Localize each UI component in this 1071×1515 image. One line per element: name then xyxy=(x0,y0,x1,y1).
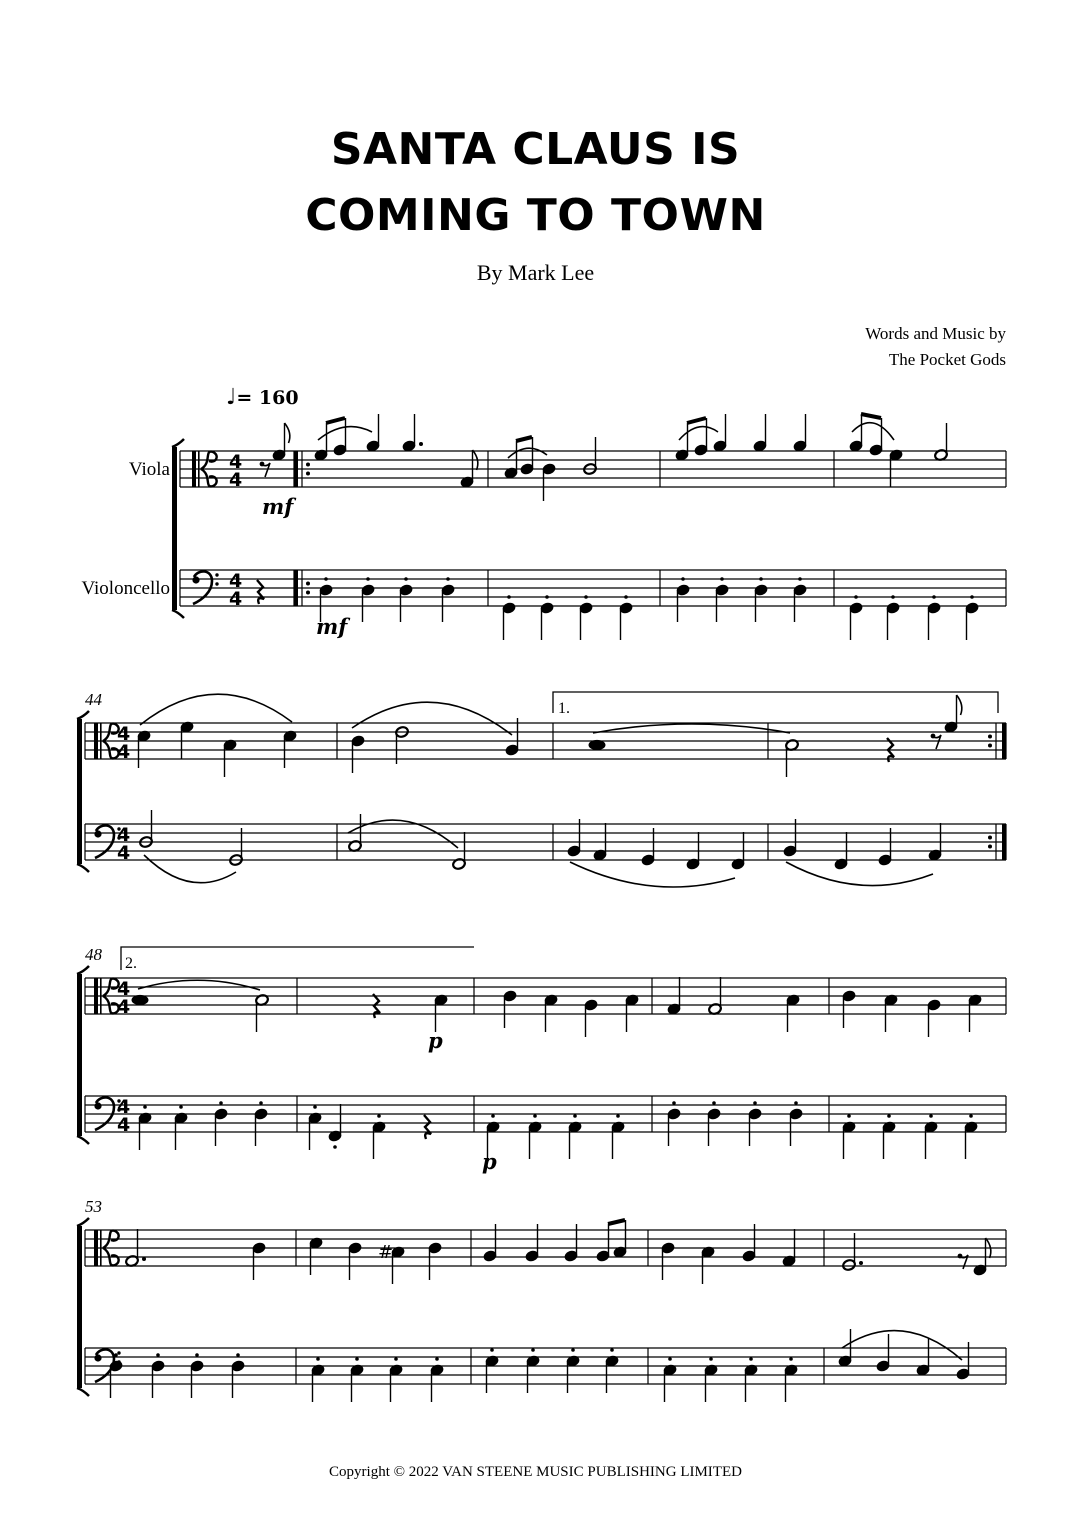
credit-line-2: The Pocket Gods xyxy=(888,350,1006,369)
note xyxy=(485,1348,499,1393)
volta-1-label: 1. xyxy=(558,700,570,717)
slur xyxy=(679,427,718,440)
marks xyxy=(121,423,998,1360)
note xyxy=(567,819,581,857)
note xyxy=(309,1237,323,1275)
repeat-dot xyxy=(988,735,992,739)
time-signature-viola xyxy=(229,451,242,491)
note xyxy=(641,828,655,866)
dynamic-p-viola: p xyxy=(428,1028,443,1053)
note xyxy=(583,437,597,475)
note xyxy=(849,414,863,452)
note xyxy=(876,1334,890,1372)
note xyxy=(229,828,243,866)
note xyxy=(399,577,413,622)
note xyxy=(372,1114,386,1159)
note xyxy=(395,726,409,764)
slur xyxy=(570,862,735,887)
note xyxy=(842,990,856,1028)
note xyxy=(793,414,807,452)
note xyxy=(713,414,727,452)
repeat-dot xyxy=(988,845,992,849)
instrument-label-cello: Violoncello xyxy=(81,578,170,599)
note xyxy=(754,577,768,622)
note xyxy=(350,1357,364,1402)
note xyxy=(366,414,380,452)
measure-number-53: 53 xyxy=(85,1197,102,1216)
svg-text:4: 4 xyxy=(117,1096,131,1118)
note xyxy=(968,994,982,1032)
title-line-2: COMING TO TOWN xyxy=(305,190,766,241)
tempo-value: = 160 xyxy=(236,387,299,409)
note xyxy=(619,595,633,640)
volta-2-bracket xyxy=(121,947,474,970)
note xyxy=(174,1105,188,1150)
repeat-dot xyxy=(306,591,310,595)
svg-text:4: 4 xyxy=(117,842,131,864)
slur xyxy=(786,862,933,886)
quarter-rest-icon xyxy=(424,1115,431,1139)
note xyxy=(505,718,519,756)
note xyxy=(584,999,598,1037)
note xyxy=(526,1348,540,1393)
note xyxy=(663,1357,677,1402)
time-signature-viola xyxy=(117,723,130,763)
slur xyxy=(138,980,260,990)
svg-text:4: 4 xyxy=(229,451,243,473)
note xyxy=(314,423,328,461)
quarter-note-icon: ♩ xyxy=(226,385,237,410)
note xyxy=(542,463,556,501)
subtitle: By Mark Lee xyxy=(476,260,595,285)
system-brackets xyxy=(77,439,184,1396)
note xyxy=(361,577,375,622)
slur xyxy=(842,1331,962,1360)
svg-text:4: 4 xyxy=(117,978,131,1000)
beam xyxy=(687,418,706,423)
beam xyxy=(861,414,881,418)
note xyxy=(137,730,151,768)
note xyxy=(744,1357,758,1402)
system-bracket xyxy=(172,439,184,618)
measure-number-48: 48 xyxy=(85,945,102,964)
repeat-dot xyxy=(988,836,992,840)
beam xyxy=(516,437,532,441)
note xyxy=(223,739,237,777)
note xyxy=(328,1104,342,1149)
note xyxy=(568,1114,582,1159)
note xyxy=(348,1242,362,1280)
note xyxy=(625,994,639,1032)
notes xyxy=(109,414,991,1402)
staff-lines xyxy=(85,451,1006,1384)
time-signature-cello xyxy=(117,824,130,864)
note xyxy=(934,423,948,461)
repeat-thick-bar xyxy=(294,570,298,606)
note xyxy=(927,595,941,640)
note xyxy=(520,437,534,475)
note xyxy=(132,995,148,1004)
note xyxy=(579,595,593,640)
note xyxy=(889,449,903,487)
note xyxy=(784,1357,798,1402)
note xyxy=(272,423,290,461)
repeat-dot xyxy=(306,582,310,586)
note xyxy=(924,1114,938,1159)
volta-2-label: 2. xyxy=(125,955,137,972)
note xyxy=(611,1114,625,1159)
note xyxy=(965,595,979,640)
time-signature-cello xyxy=(229,570,242,610)
note xyxy=(701,1246,715,1284)
note xyxy=(842,1114,856,1159)
note xyxy=(884,994,898,1032)
dynamic-p-cello: p xyxy=(482,1149,497,1174)
svg-text:4: 4 xyxy=(117,741,131,763)
quarter-rest-icon xyxy=(257,580,264,604)
note xyxy=(544,994,558,1032)
note xyxy=(502,595,516,640)
note xyxy=(528,1114,542,1159)
note xyxy=(927,999,941,1037)
dynamic-mf-cello: mf xyxy=(316,614,348,639)
note xyxy=(434,994,448,1032)
note xyxy=(441,577,455,622)
barlines xyxy=(85,451,1006,1384)
note xyxy=(783,819,797,857)
note xyxy=(878,828,892,866)
repeat-dot xyxy=(306,472,310,476)
note xyxy=(886,595,900,640)
svg-text:4: 4 xyxy=(117,824,131,846)
beam xyxy=(608,1220,625,1224)
note xyxy=(139,810,153,848)
slur xyxy=(352,702,512,735)
note xyxy=(793,577,807,622)
note xyxy=(694,418,708,456)
note xyxy=(402,414,423,452)
note xyxy=(138,1105,152,1150)
note xyxy=(786,994,800,1032)
note xyxy=(944,695,962,733)
repeat-thick-bar xyxy=(1002,824,1006,860)
system-bracket xyxy=(77,1218,89,1396)
beam xyxy=(326,418,345,423)
note xyxy=(540,595,554,640)
time-signature-cello xyxy=(117,1096,130,1136)
system-bracket xyxy=(77,711,89,872)
time-signature-viola xyxy=(117,978,130,1018)
repeat-thick-bar xyxy=(1002,723,1006,759)
note xyxy=(882,1114,896,1159)
note xyxy=(333,418,347,456)
repeat-dot xyxy=(988,744,992,748)
note xyxy=(308,1105,322,1150)
title-line-1: SANTA CLAUS IS xyxy=(330,124,741,175)
note xyxy=(785,739,799,777)
slur xyxy=(508,448,547,458)
note xyxy=(676,577,690,622)
note xyxy=(589,740,605,749)
clefs xyxy=(94,451,242,1382)
dynamic-mf-viola: mf xyxy=(262,494,294,519)
note xyxy=(283,730,297,768)
note xyxy=(430,1357,444,1402)
system-bracket xyxy=(77,966,89,1144)
note xyxy=(252,1242,266,1280)
note xyxy=(661,1242,675,1280)
note xyxy=(389,1357,403,1402)
note xyxy=(180,721,194,759)
note xyxy=(503,990,517,1028)
note xyxy=(566,1348,580,1393)
svg-text:4: 4 xyxy=(229,570,243,592)
note xyxy=(704,1357,718,1402)
instrument-label-viola: Viola xyxy=(128,459,170,480)
note xyxy=(351,735,365,773)
copyright-notice: Copyright © 2022 VAN STEENE MUSIC PUBLISHING LIMITED xyxy=(329,1464,742,1480)
note xyxy=(255,994,269,1032)
slur xyxy=(140,694,292,725)
svg-text:4: 4 xyxy=(229,469,243,491)
svg-text:4: 4 xyxy=(117,723,131,745)
note xyxy=(753,414,767,452)
note xyxy=(605,1348,619,1393)
note xyxy=(849,595,863,640)
svg-text:4: 4 xyxy=(117,996,131,1018)
svg-text:4: 4 xyxy=(229,588,243,610)
volta-1-bracket xyxy=(553,692,998,713)
sharp-icon: # xyxy=(378,1242,394,1263)
slur xyxy=(144,855,236,883)
note xyxy=(715,577,729,622)
measure-number-44: 44 xyxy=(85,690,102,709)
repeat-thick-bar xyxy=(294,451,298,487)
note xyxy=(428,1242,442,1280)
credit-line-1: Words and Music by xyxy=(865,324,1006,343)
note xyxy=(311,1357,325,1402)
svg-text:4: 4 xyxy=(117,1114,131,1136)
eighth-rest-icon xyxy=(958,1254,968,1269)
note xyxy=(964,1114,978,1159)
note xyxy=(675,423,689,461)
slur xyxy=(852,423,894,440)
repeat-dot xyxy=(306,463,310,467)
